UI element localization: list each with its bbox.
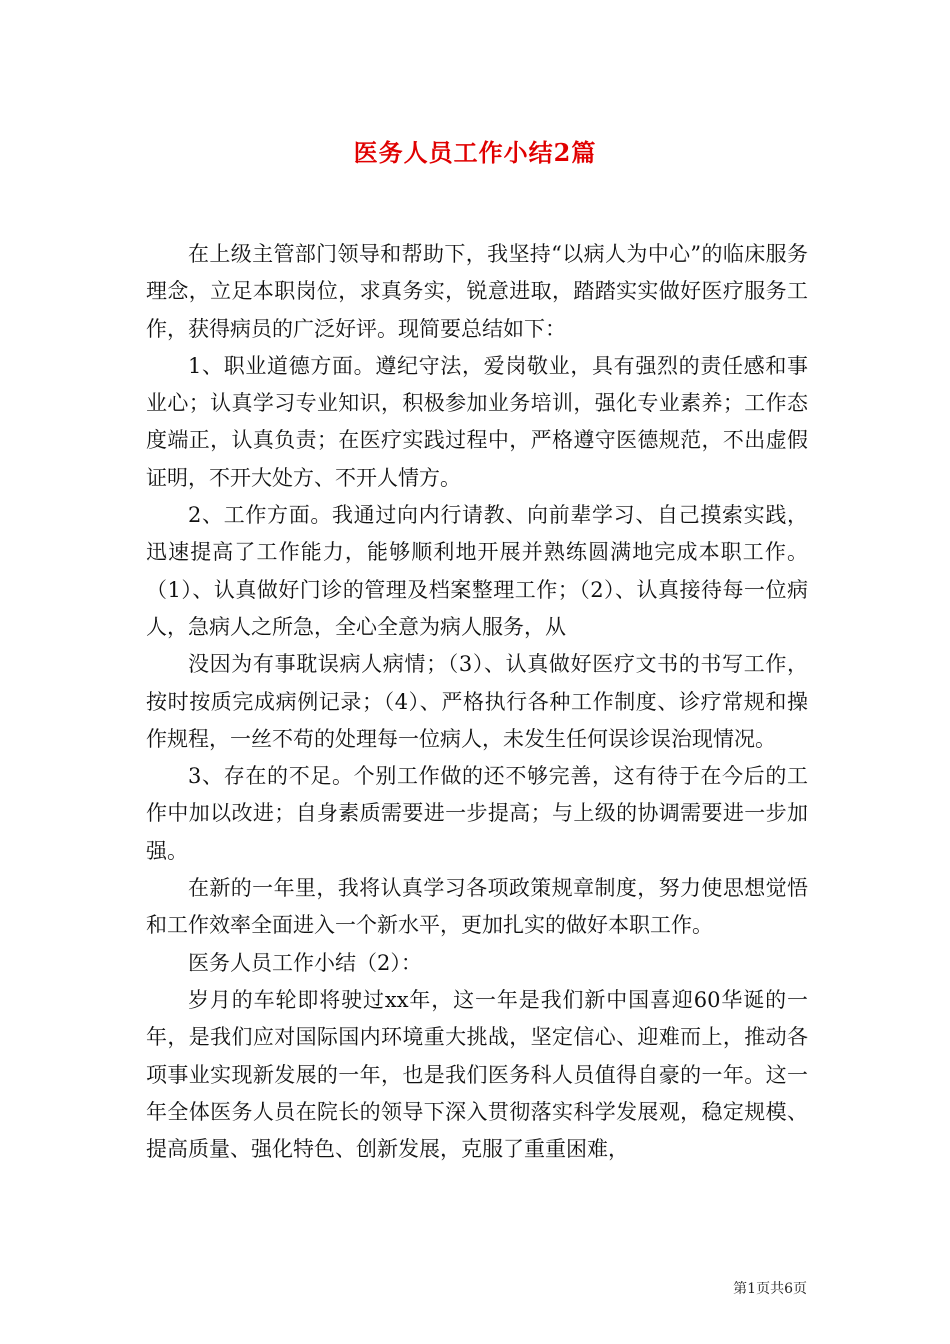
- paragraph-new-year: 在新的一年里，我将认真学习各项政策规章制度，努力使思想觉悟和工作效率全面进入一个新水平，更加扎实的做好本职工作。: [146, 876, 808, 938]
- paragraph-intro: 在上级主管部门领导和帮助下，我坚持“以病人为中心”的临床服务理念，立足本职岗位，求真务实，锐意进取，踏踏实实做好医疗服务工作，获得病员的广泛好评。现简要总结如下：: [146, 242, 808, 341]
- document-title: 医务人员工作小结2篇: [353, 138, 597, 167]
- paragraph-work: 2、工作方面。我通过向内行请教、向前辈学习、自己摸索实践，迅速提高了工作能力，能够顺利地开展并熟练圆满地完成本职工作。（1）、认真做好门诊的管理及档案整理工作；（2）、认真接待每一位病人，急病人之所急，全心全意为病人服务，从: [146, 503, 808, 639]
- page-number: 第1页共6页: [733, 1281, 807, 1297]
- paragraph-summary-2: 岁月的车轮即将驶过xx年，这一年是我们新中国喜迎60华诞的一年，是我们应对国际国内环境重大挑战，坚定信心、迎难而上，推动各项事业实现新发展的一年，也是我们医务科人员值得自豪的一年。这一年全体医务人员在院长的领导下深入贯彻落实科学发展观，稳定规模、提高质量、强化特色、创新发展，克服了重重困难，: [146, 987, 808, 1162]
- paragraph-ethics: 1、职业道德方面。遵纪守法，爱岗敬业，具有强烈的责任感和事业心；认真学习专业知识，积极参加业务培训，强化专业素养；工作态度端正，认真负责；在医疗实践过程中，严格遵守医德规范，不出虚假证明，不开大处方、不开人情方。: [146, 353, 808, 490]
- document-body: [146, 236, 808, 1168]
- paragraph-work-continued: 没因为有事耽误病人病情；（3）、认真做好医疗文书的书写工作，按时按质完成病例记录；（4）、严格执行各种工作制度、诊疗常规和操作规程，一丝不苟的处理每一位病人，未发生任何误诊误治现情况。: [146, 652, 808, 751]
- paragraph-shortcomings: 3、存在的不足。个别工作做的还不够完善，这有待于在今后的工作中加以改进；自身素质需要进一步提高；与上级的协调需要进一步加强。: [146, 764, 808, 863]
- section-heading-2: 医务人员工作小结（2）：: [188, 950, 422, 975]
